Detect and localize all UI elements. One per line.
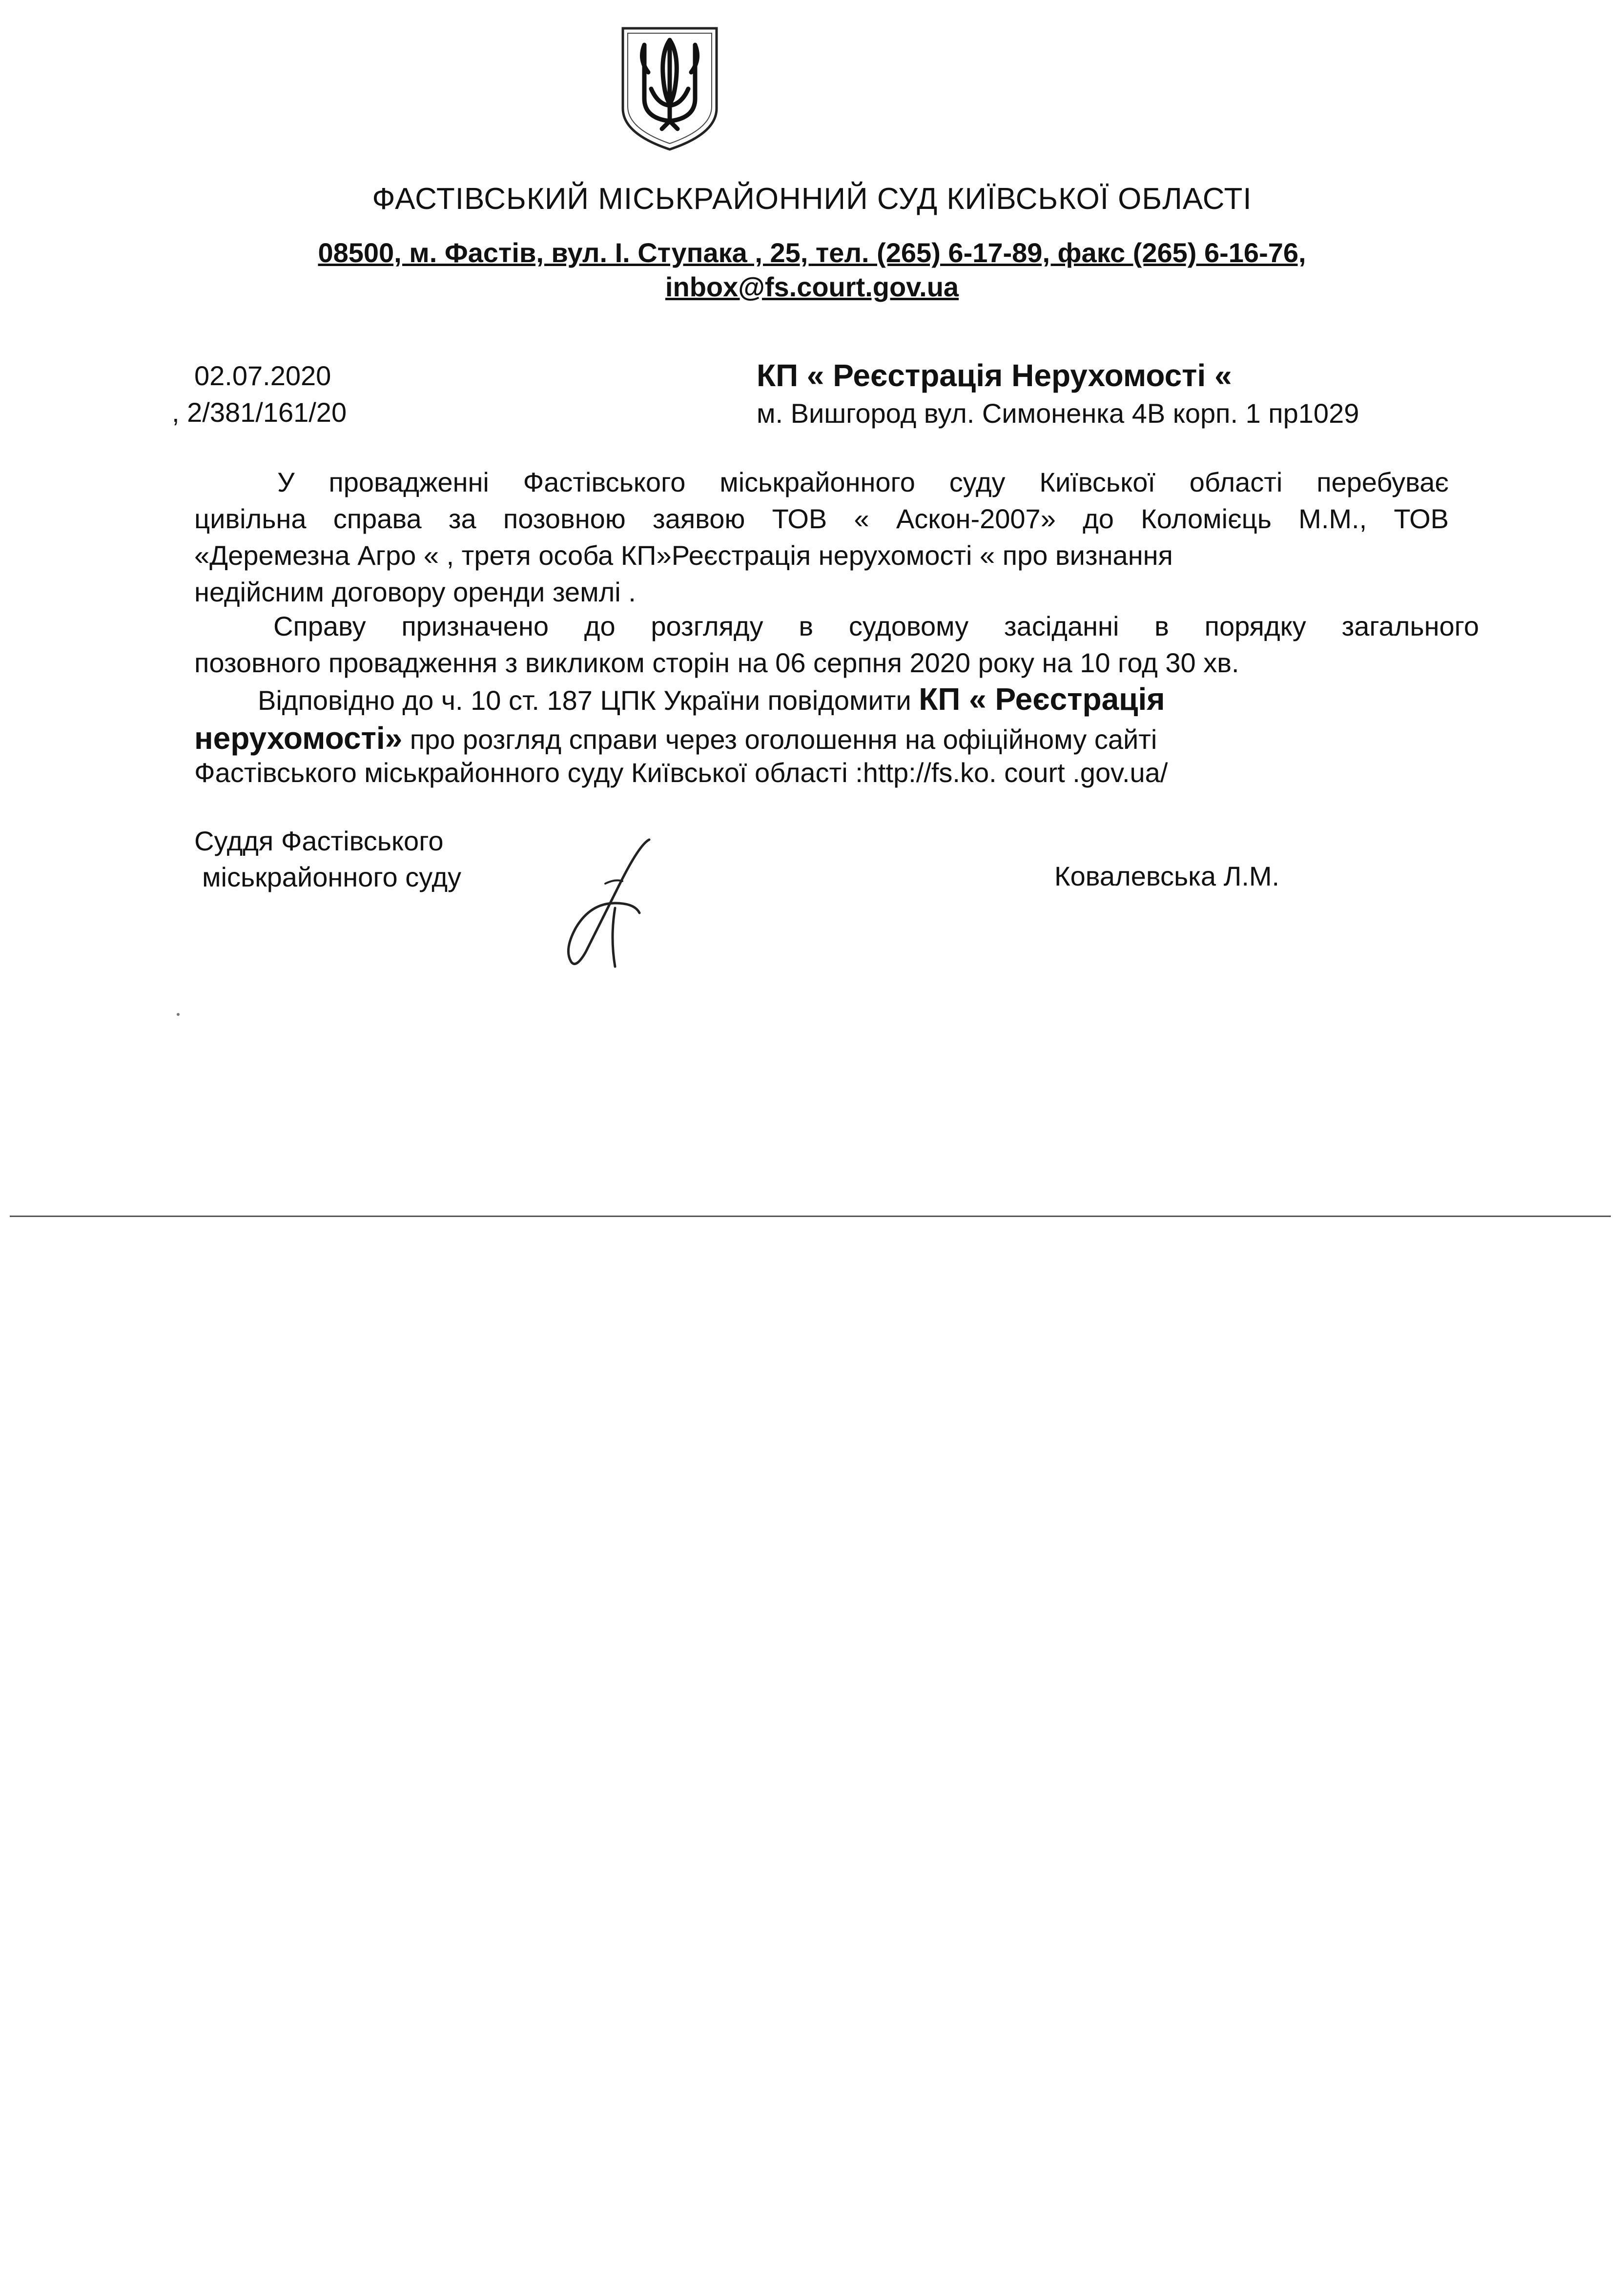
body-line: У провадженні Фастівського міськрайонного суду Київської області перебуває (277, 467, 1449, 497)
judge-title: міськрайонного суду (202, 862, 462, 892)
court-name: ФАСТІВСЬКИЙ МІСЬКРАЙОННИЙ СУД КИЇВСЬКОЇ ОБЛАСТІ (372, 182, 1252, 216)
court-email: inbox@fs.court.gov.ua (665, 271, 959, 302)
scan-divider-line (10, 1216, 1611, 1217)
body-line: Фастівського міськрайонного суду Київської області :http://fs.ko. court .gov.ua/ (194, 757, 1168, 788)
handwritten-signature (542, 830, 669, 971)
body-text: Відповідно до ч. 10 ст. 187 ЦПК України повідомити (258, 685, 919, 716)
judge-title: Суддя Фастівського (194, 826, 444, 856)
body-text: про розгляд справи через оголошення на офіційному сайті (402, 724, 1157, 755)
body-line: «Деремезна Агро « , третя особа КП»Реєстрація нерухомості « про визнання (194, 540, 1173, 571)
scan-speck (177, 1013, 180, 1016)
body-line: позовного провадження з викликом сторін на 06 серпня 2020 року на 10 год 30 хв. (194, 647, 1239, 678)
body-line: цивільна справа за позовною заявою ТОВ « Аскон-2007» до Коломієць М.М., ТОВ (194, 503, 1449, 534)
body-line: недійсним договору оренди землі . (194, 577, 636, 607)
case-number: , 2/381/161/20 (172, 397, 347, 428)
recipient-address: м. Вишгород вул. Симоненка 4В корп. 1 пр1029 (757, 398, 1359, 429)
recipient-mention: нерухомості» (194, 721, 403, 756)
recipient-name: КП « Реєстрація Нерухомості « (757, 358, 1232, 393)
body-line (194, 720, 1157, 756)
body-line: Справу призначено до розгляду в судовому засіданні в порядку загального (273, 611, 1479, 641)
judge-name: Ковалевська Л.М. (1054, 861, 1280, 891)
document-date: 02.07.2020 (194, 360, 331, 391)
coat-of-arms-icon (619, 25, 720, 152)
recipient-mention: КП « Реєстрація (919, 681, 1165, 717)
court-address: 08500, м. Фастів, вул. І. Ступака , 25, тел. (265) 6-17-89, факс (265) 6-16-76, (318, 237, 1306, 268)
body-line (258, 681, 1165, 717)
